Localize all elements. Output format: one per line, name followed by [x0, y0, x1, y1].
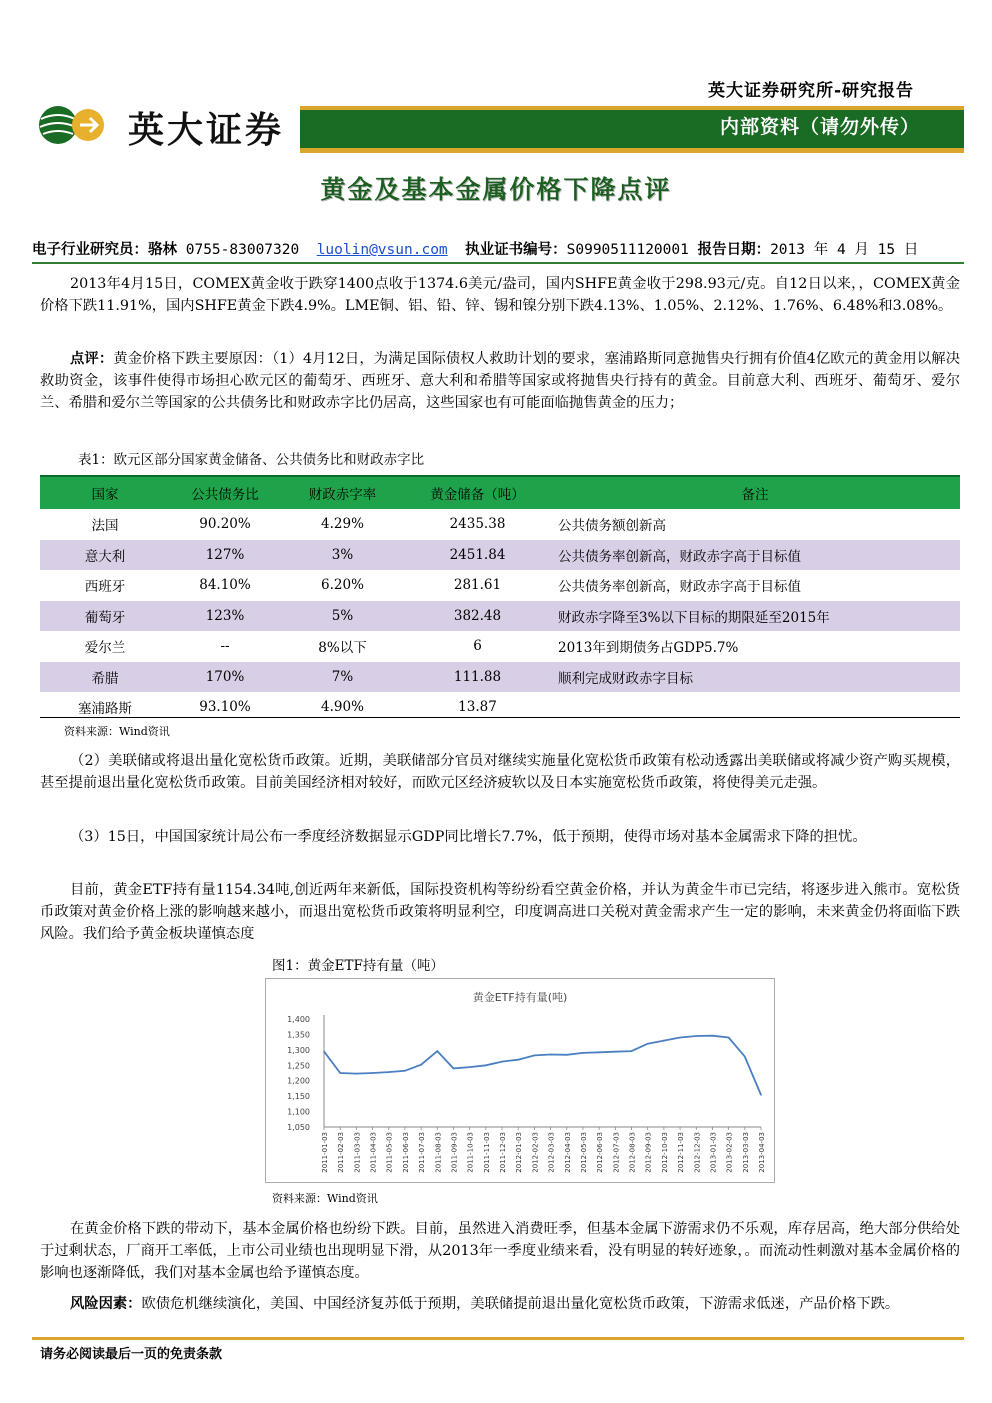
footer-rule — [32, 1337, 964, 1340]
col-header: 黄金储备（吨） — [405, 476, 550, 509]
y-tick-label: 1,350 — [287, 1030, 310, 1040]
x-tick-label: 2012-11-03 — [677, 1132, 686, 1173]
author-role: 电子行业研究员：骆林 — [32, 242, 177, 258]
paragraph-4: （3）15日，中国国家统计局公布一季度经济数据显示GDP同比增长7.7%，低于预期，使得市场对基本金属需求下降的担忧。 — [70, 829, 867, 845]
risk-label: 风险因素： — [70, 1296, 142, 1312]
risk-text: 欧债危机继续演化，美国、中国经济复苏低于预期，美联储提前退出量化宽松货币政策，下游需求低迷，产品价格下跌。 — [141, 1296, 900, 1312]
data-point — [728, 1037, 730, 1039]
data-point — [663, 1040, 665, 1042]
cell: 6 — [473, 638, 482, 655]
date-label: 报告日期： — [697, 242, 771, 258]
data-point — [760, 1094, 762, 1096]
data-point — [517, 1059, 519, 1061]
cell: 2451.84 — [405, 540, 550, 571]
y-tick-label: 1,100 — [287, 1107, 310, 1117]
x-tick-label: 2012-02-03 — [531, 1132, 540, 1173]
table-row — [40, 540, 960, 571]
cell: 希腊 — [40, 662, 170, 693]
data-point — [420, 1064, 422, 1066]
x-tick-label: 2013-03-03 — [741, 1132, 750, 1173]
data-point — [550, 1054, 552, 1056]
x-tick-label: 2011-08-03 — [434, 1132, 443, 1173]
page-title: 黄金及基本金属价格下降点评 — [320, 175, 672, 204]
data-point — [647, 1043, 649, 1045]
cell: 法国 — [91, 518, 119, 535]
figure-caption: 图1：黄金ETF持有量（吨） — [272, 958, 444, 974]
data-point — [615, 1051, 617, 1053]
data-point — [404, 1070, 406, 1072]
x-tick-label: 2012-06-03 — [596, 1132, 605, 1173]
x-tick-label: 2011-04-03 — [369, 1132, 378, 1173]
divider — [32, 262, 964, 264]
data-point — [695, 1035, 697, 1037]
cert-number: S0990511120001 — [566, 242, 689, 258]
cell: 爱尔兰 — [84, 640, 126, 657]
data-point — [744, 1056, 746, 1058]
series-line — [324, 1036, 761, 1095]
x-tick-label: 2011-12-03 — [499, 1132, 508, 1173]
x-tick-label: 2013-04-03 — [758, 1132, 766, 1173]
cell: 7% — [280, 662, 405, 693]
x-tick-label: 2012-07-03 — [612, 1132, 621, 1173]
table-row — [40, 570, 960, 601]
cell: -- — [220, 638, 230, 655]
chart-title: 黄金ETF持有量(吨) — [472, 991, 568, 1004]
x-tick-label: 2012-12-03 — [693, 1132, 702, 1173]
data-point — [339, 1072, 341, 1074]
table-caption: 表1：欧元区部分国家黄金储备、公共债务比和财政赤字比 — [78, 452, 425, 468]
x-tick-label: 2011-05-03 — [385, 1132, 394, 1173]
y-tick-label: 1,200 — [287, 1076, 310, 1086]
cell: 170% — [170, 662, 280, 693]
author-line — [32, 238, 918, 259]
table-source: 资料来源：Wind资讯 — [64, 725, 170, 738]
cell: 塞浦路斯 — [78, 701, 132, 718]
table-header-row — [40, 476, 960, 509]
y-tick-label: 1,400 — [287, 1015, 310, 1024]
x-tick-label: 2012-05-03 — [579, 1132, 588, 1173]
data-point — [679, 1037, 681, 1039]
x-tick-label: 2011-10-03 — [466, 1132, 475, 1173]
x-tick-label: 2012-08-03 — [628, 1132, 637, 1173]
paragraph-1: 2013年4月15日，COMEX黄金收于跌穿1400点收于1374.6美元/盎司，国内SHFE黄金收于298.93元/克。自12日以来，，COMEX黄金价格下跌11.91%，国内SHFE黄金下跌4.9%。LME铜、铝、铅、锌、锡和镍分别下跌4.13%、1.05%、2.12%、1.76%、6.48%和3.08%。 — [40, 276, 960, 314]
x-tick-label: 2012-10-03 — [660, 1132, 669, 1173]
x-tick-label: 2011-07-03 — [418, 1132, 427, 1173]
data-point — [485, 1064, 487, 1066]
paragraph-7 — [40, 1293, 960, 1315]
cell: 财政赤字降至3%以下目标的期限延至2015年 — [550, 601, 960, 632]
cell: 4.29% — [321, 516, 364, 533]
x-tick-label: 2011-02-03 — [337, 1132, 346, 1173]
cell: 13.87 — [458, 699, 497, 716]
figure-source: 资料来源：Wind资讯 — [272, 1192, 378, 1205]
paragraph-5: 目前，黄金ETF持有量1154.34吨,创近两年来新低，国际投资机构等纷纷看空黄金价格，并认为黄金牛市已完结，将逐步进入熊市。宽松货币政策对黄金价格上涨的影响越来越小，而退出宽松货币政策将明显利空，印度调高进口关税对黄金需求产生一定的影响，未来黄金仍将面临下跌风险。我们给予黄金板块谨慎态度 — [40, 882, 960, 942]
x-tick-label: 2012-01-03 — [515, 1132, 524, 1173]
x-tick-label: 2011-06-03 — [401, 1132, 410, 1173]
cell: 2435.38 — [449, 516, 506, 533]
paragraph-2 — [40, 348, 960, 414]
y-tick-label: 1,250 — [287, 1061, 310, 1071]
etf-chart — [265, 978, 775, 1183]
cell: 5% — [280, 601, 405, 632]
cell: 2013年到期债务占GDP5.7% — [558, 640, 739, 657]
cell: 84.10% — [199, 577, 251, 594]
col-header: 国家 — [40, 476, 170, 509]
x-tick-label: 2012-04-03 — [563, 1132, 572, 1173]
col-header: 备注 — [550, 476, 960, 509]
table-row — [40, 662, 960, 693]
cell: 4.90% — [321, 699, 364, 716]
cell: 111.88 — [405, 662, 550, 693]
data-point — [566, 1054, 568, 1056]
cell: 葡萄牙 — [40, 601, 170, 632]
data-point — [712, 1035, 714, 1037]
author-phone: 0755-83007320 — [185, 242, 300, 258]
col-header: 财政赤字率 — [280, 476, 405, 509]
table-row — [40, 631, 960, 662]
x-tick-label: 2011-09-03 — [450, 1132, 459, 1173]
data-point — [582, 1052, 584, 1054]
y-tick-label: 1,050 — [287, 1123, 310, 1132]
confidential-label: 内部资料（请勿外传） — [720, 116, 921, 138]
cell: 意大利 — [40, 540, 170, 571]
cert-label: 执业证书编号： — [465, 242, 567, 258]
data-point — [631, 1050, 633, 1052]
disclaimer-note: 请务必阅读最后一页的免责条款 — [40, 1347, 223, 1362]
y-tick-label: 1,300 — [287, 1045, 310, 1055]
comment-label: 点评： — [70, 351, 114, 367]
data-point — [598, 1052, 600, 1054]
cell: 3% — [280, 540, 405, 571]
header-bottom-bar — [300, 148, 964, 153]
table-row — [40, 601, 960, 632]
x-tick-label: 2012-03-03 — [547, 1132, 556, 1173]
cell: 8%以下 — [318, 640, 367, 657]
data-point — [388, 1071, 390, 1073]
table-bottom-rule — [40, 717, 960, 718]
report-date: 2013 年 4 月 15 日 — [770, 242, 919, 258]
data-point — [356, 1073, 358, 1075]
chart-svg — [266, 979, 774, 1182]
data-point — [323, 1051, 325, 1053]
table-row — [40, 509, 960, 540]
cell: 西班牙 — [84, 579, 126, 596]
data-table — [40, 475, 960, 723]
cell: 公共债务额创新高 — [558, 518, 666, 535]
paragraph-3: （2）美联储或将退出量化宽松货币政策。近期，美联储部分官员对继续实施量化宽松货币政策有松动透露出美联储或将减少资产购买规模，甚至提前退出量化宽松货币政策。目前美国经济相对较好，而欧元区经济疲软以及日本实施宽松货币政策，将使得美元走强。 — [40, 753, 960, 791]
paragraph-6: 在黄金价格下跌的带动下，基本金属价格也纷纷下跌。目前，虽然进入消费旺季，但基本金属下游需求仍不乐观，库存居高，绝大部分供给处于过剩状态，厂商开工率低，上市公司业绩也出现明显下滑，从2013年一季度业绩来看，没有明显的转好迹象，。而流动性刺激对基本金属价格的影响也逐渐降低，我们对基本金属也给予谨慎态度。 — [40, 1221, 960, 1281]
author-email-link[interactable]: luolin@vsun.com — [316, 242, 448, 258]
company-logo — [38, 103, 108, 147]
x-tick-label: 2013-02-03 — [725, 1132, 734, 1173]
cell: 公共债务率创新高，财政赤字高于目标值 — [550, 540, 960, 571]
col-header: 公共债务比 — [170, 476, 280, 509]
y-tick-label: 1,150 — [287, 1092, 310, 1102]
institute-label: 英大证券研究所-研究报告 — [708, 81, 915, 101]
cell: 382.48 — [405, 601, 550, 632]
cell: 93.10% — [199, 699, 251, 716]
data-point — [372, 1072, 374, 1074]
data-point — [534, 1055, 536, 1057]
cell: 281.61 — [453, 577, 502, 594]
x-tick-label: 2011-03-03 — [353, 1132, 362, 1173]
x-tick-label: 2013-01-03 — [709, 1132, 718, 1173]
cell: 123% — [170, 601, 280, 632]
cell: 6.20% — [321, 577, 364, 594]
cell: 公共债务率创新高，财政赤字高于目标值 — [558, 579, 801, 596]
x-tick-label: 2012-09-03 — [644, 1132, 653, 1173]
data-point — [453, 1068, 455, 1070]
data-point — [501, 1061, 503, 1063]
data-point — [436, 1050, 438, 1052]
x-tick-label: 2011-01-03 — [321, 1132, 329, 1173]
cell: 127% — [170, 540, 280, 571]
data-point — [469, 1066, 471, 1068]
x-tick-label: 2011-11-03 — [482, 1132, 491, 1173]
cell: 90.20% — [199, 516, 251, 533]
cell: 顺利完成财政赤字目标 — [550, 662, 960, 693]
comment-text: 黄金价格下跌主要原因：（1）4月12日，为满足国际债权人救助计划的要求，塞浦路斯同意抛售央行拥有价值4亿欧元的黄金用以解决救助资金，该事件使得市场担心欧元区的葡萄牙、西班牙、意大利和希腊等国家或将抛售央行持有的黄金。目前意大利、西班牙、葡萄牙、爱尔兰、希腊和爱尔兰等国家的公共债务比和财政赤字比仍居高，这些国家也有可能面临抛售黄金的压力； — [40, 351, 961, 411]
brand-name: 英大证券 — [128, 110, 285, 151]
